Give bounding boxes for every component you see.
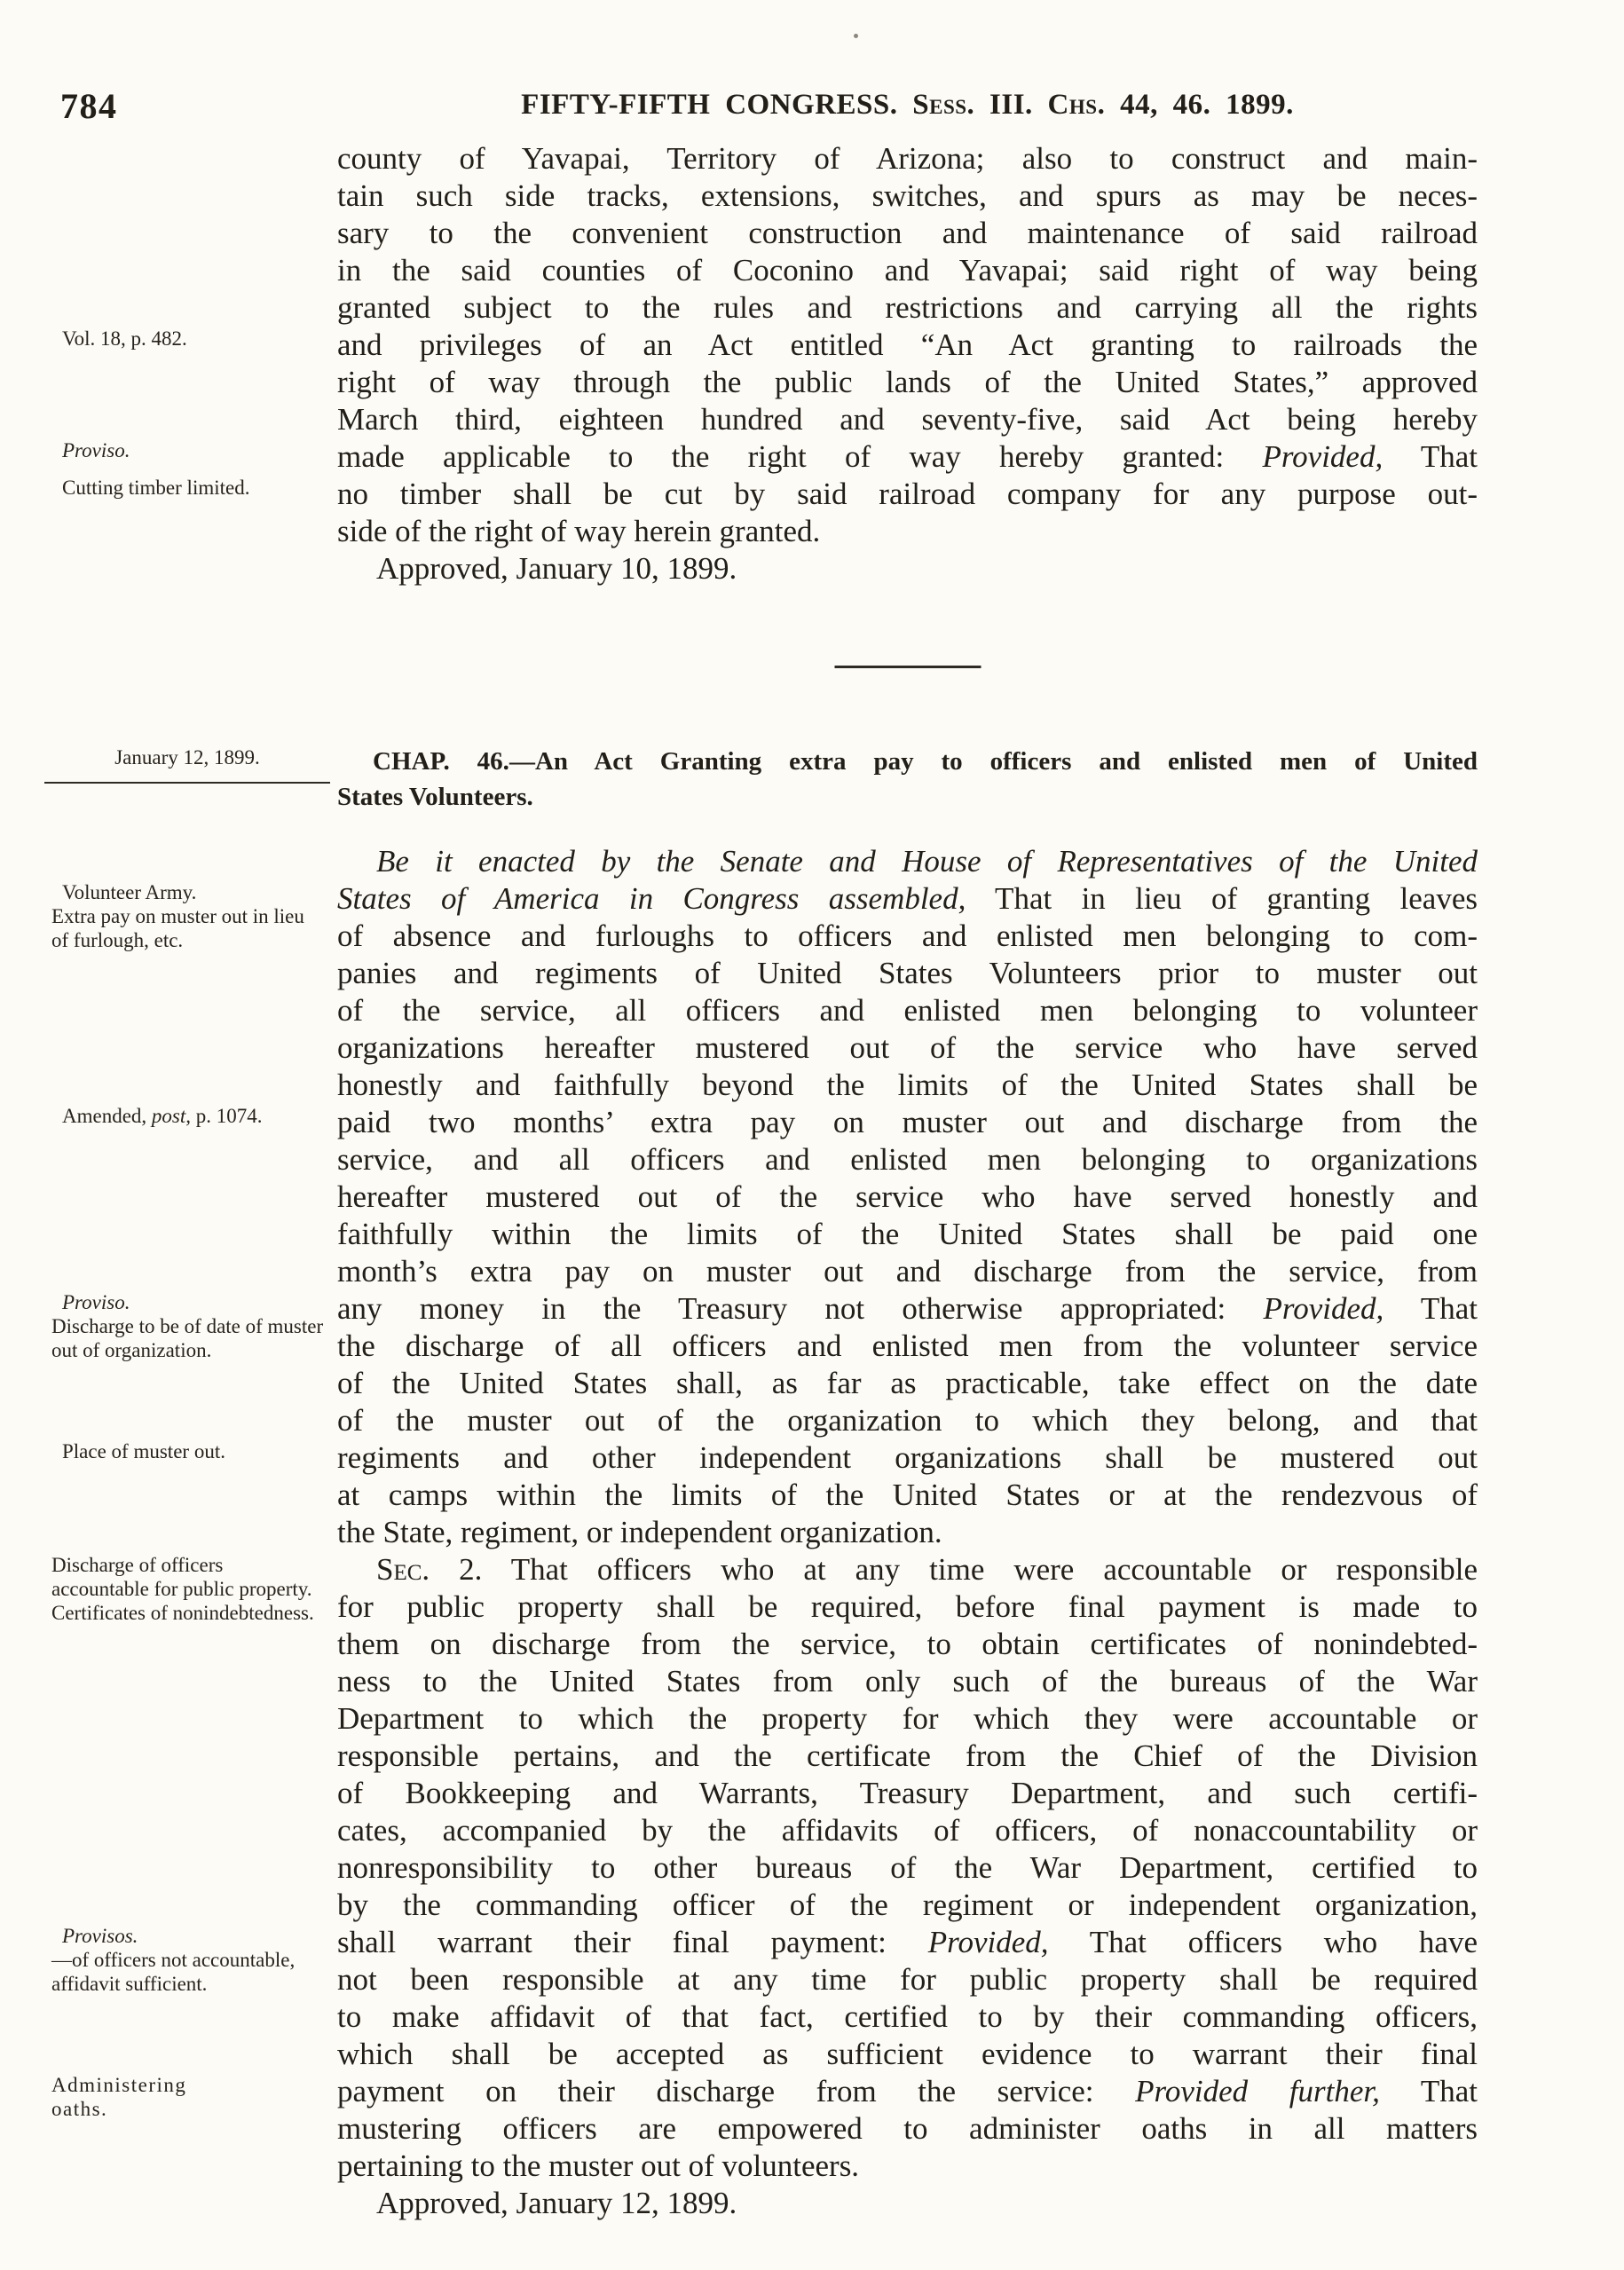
- margin-note-volunteer-army: [51, 880, 325, 952]
- text-line: regiments and other independent organizations shall be mustered out: [337, 1440, 1478, 1475]
- text-line: tain such side tracks, extensions, switches, and spurs as may be neces-: [337, 178, 1478, 213]
- margin-note-text: Proviso.: [62, 439, 130, 461]
- margin-note-title: Provisos.: [62, 1925, 138, 1947]
- margin-note-body: Discharge to be of date of muster out of organization.: [51, 1315, 324, 1361]
- margin-note-text: January 12, 1899.: [114, 746, 260, 768]
- margin-note-place-of-muster: [51, 1439, 325, 1463]
- text-line: mustering officers are empowered to administer oaths in all matters: [337, 2111, 1478, 2146]
- margin-note-provisos: [51, 1924, 325, 1996]
- text-line: at camps within the limits of the United States or at the rendezvous of: [337, 1478, 1478, 1512]
- margin-note-text: Cutting timber limited.: [62, 477, 250, 499]
- text-line: the State, regiment, or independent organization.: [337, 1515, 942, 1549]
- text-line: county of Yavapai, Territory of Arizona; also to construct and main-: [337, 141, 1478, 176]
- text-line: Department to which the property for which they were accountable or: [337, 1701, 1478, 1736]
- text-line: them on discharge from the service, to obtain certificates of nonindebted-: [337, 1627, 1478, 1661]
- text-line: ness to the United States from only such of the bureaus of the War: [337, 1664, 1478, 1699]
- text-line: honestly and faithfully beyond the limits of the United States shall be: [337, 1068, 1478, 1102]
- text-line: nonresponsibility to other bureaus of the War Department, certified to: [337, 1850, 1478, 1885]
- chapter-heading-line: States Volunteers.: [337, 783, 533, 811]
- text-line: which shall be accepted as sufficient evidence to warrant their final: [337, 2037, 1478, 2071]
- margin-note-body: Extra pay on muster out in lieu of furlough, etc.: [51, 905, 304, 951]
- margin-note-amended: [51, 1104, 263, 1128]
- separator-rule: [834, 666, 981, 668]
- text-line: of the United States shall, as far as practicable, take effect on the date: [337, 1366, 1478, 1400]
- text-line: not been responsible at any time for public property shall be required: [337, 1962, 1478, 1997]
- margin-note-vol-ref: [51, 327, 325, 351]
- margin-note-act-date: [44, 745, 330, 784]
- margin-note-text: Place of muster out.: [62, 1440, 225, 1462]
- text-line: responsible pertains, and the certificate from the Chief of the Division: [337, 1738, 1478, 1773]
- text-line: payment on their discharge from the service: Provided further, That: [337, 2074, 1478, 2108]
- text-line: cates, accompanied by the affidavits of officers, of nonaccountability or: [337, 1813, 1478, 1848]
- text-line: to make affidavit of that fact, certified to by their commanding officers,: [337, 1999, 1478, 2034]
- text-line: faithfully within the limits of the United States shall be paid one: [337, 1217, 1478, 1251]
- margin-note-proviso-44: [51, 438, 325, 462]
- text-line: no timber shall be cut by said railroad company for any purpose out-: [337, 477, 1478, 511]
- page-number: 784: [60, 86, 118, 126]
- text-line: and privileges of an Act entitled “An Act granting to railroads the: [337, 327, 1478, 362]
- text-line: service, and all officers and enlisted men belonging to organizations: [337, 1142, 1478, 1177]
- text-line: hereafter mustered out of the service who have served honestly and: [337, 1179, 1478, 1214]
- text-line: the discharge of all officers and enlisted men from the volunteer service: [337, 1328, 1478, 1363]
- text-line: of the muster out of the organization to which they belong, and that: [337, 1403, 1478, 1438]
- margin-note-administering-oaths: [51, 2073, 233, 2121]
- text-line: States of America in Congress assembled, That in lieu of granting leaves: [337, 881, 1478, 916]
- text-line: sary to the convenient construction and maintenance of said railroad: [337, 216, 1478, 250]
- approved-line: Approved, January 10, 1899.: [376, 551, 737, 586]
- text-line: made applicable to the right of way hereby granted: Provided, That: [337, 439, 1478, 474]
- margin-note-text: Administering oaths.: [51, 2074, 187, 2120]
- margin-note-cutting-timber: [51, 476, 263, 500]
- text-line: shall warrant their final payment: Provided, That officers who have: [337, 1925, 1478, 1959]
- text-line: of the service, all officers and enlisted men belonging to volunteer: [337, 993, 1478, 1028]
- margin-note-text: Amended, post, p. 1074.: [62, 1105, 263, 1127]
- chapter-heading-line: [337, 744, 1478, 779]
- main-text-column: [337, 140, 1478, 2222]
- text-line: granted subject to the rules and restrictions and carrying all the rights: [337, 290, 1478, 325]
- chapter-heading: [337, 744, 1478, 815]
- text-line: side of the right of way herein granted.: [337, 514, 821, 548]
- margin-note-body: —of officers not accountable, affidavit sufficient.: [51, 1949, 296, 1995]
- margin-note-proviso-46: [51, 1290, 325, 1362]
- running-head: FIFTY-FIFTH CONGRESS. Sess. III. Chs. 44, 46. 1899.: [521, 89, 1294, 121]
- margin-note-text: Vol. 18, p. 482.: [62, 327, 187, 350]
- text-line: by the commanding officer of the regiment or independent organization,: [337, 1888, 1478, 1922]
- text-line: month’s extra pay on muster out and discharge from the service, from: [337, 1254, 1478, 1289]
- margin-note-text: Discharge of officers accountable for public property. Certificates of nonindebtedness.: [51, 1554, 314, 1624]
- text-line: for public property shall be required, before final payment is made to: [337, 1589, 1478, 1624]
- margin-note-title: Volunteer Army.: [62, 881, 197, 903]
- text-line: panies and regiments of United States Volunteers prior to muster out: [337, 956, 1478, 990]
- text-line: organizations hereafter mustered out of the service who have served: [337, 1030, 1478, 1065]
- text-line: Sec. 2. That officers who at any time were accountable or responsible: [376, 1552, 1478, 1587]
- scan-speck: [854, 34, 858, 38]
- chapter-title-part: —An Act Granting extra pay to officers and enlisted men of United: [508, 747, 1478, 776]
- section-separator: [337, 587, 1478, 744]
- chapter-number: CHAP. 46.: [373, 747, 509, 776]
- text-line: paid two months’ extra pay on muster out and discharge from the: [337, 1105, 1478, 1139]
- text-line: right of way through the public lands of the United States,” approved: [337, 365, 1478, 399]
- margin-note-title: Proviso.: [62, 1291, 130, 1313]
- text-line: in the said counties of Coconino and Yavapai; said right of way being: [337, 253, 1478, 288]
- text-line: of Bookkeeping and Warrants, Treasury Department, and such certifi-: [337, 1776, 1478, 1810]
- heading-spacer: [337, 815, 1478, 843]
- text-line: Be it enacted by the Senate and House of Representatives of the United: [376, 844, 1478, 879]
- text-line: any money in the Treasury not otherwise appropriated: Provided, That: [337, 1291, 1478, 1326]
- approved-line: Approved, January 12, 1899.: [376, 2186, 737, 2220]
- text-line: March third, eighteen hundred and seventy-five, said Act being hereby: [337, 402, 1478, 437]
- text-line: of absence and furloughs to officers and enlisted men belonging to com-: [337, 918, 1478, 953]
- text-line: pertaining to the muster out of volunteers.: [337, 2148, 860, 2183]
- page-header: [51, 85, 1573, 130]
- margin-note-discharge-officers: [51, 1553, 325, 1625]
